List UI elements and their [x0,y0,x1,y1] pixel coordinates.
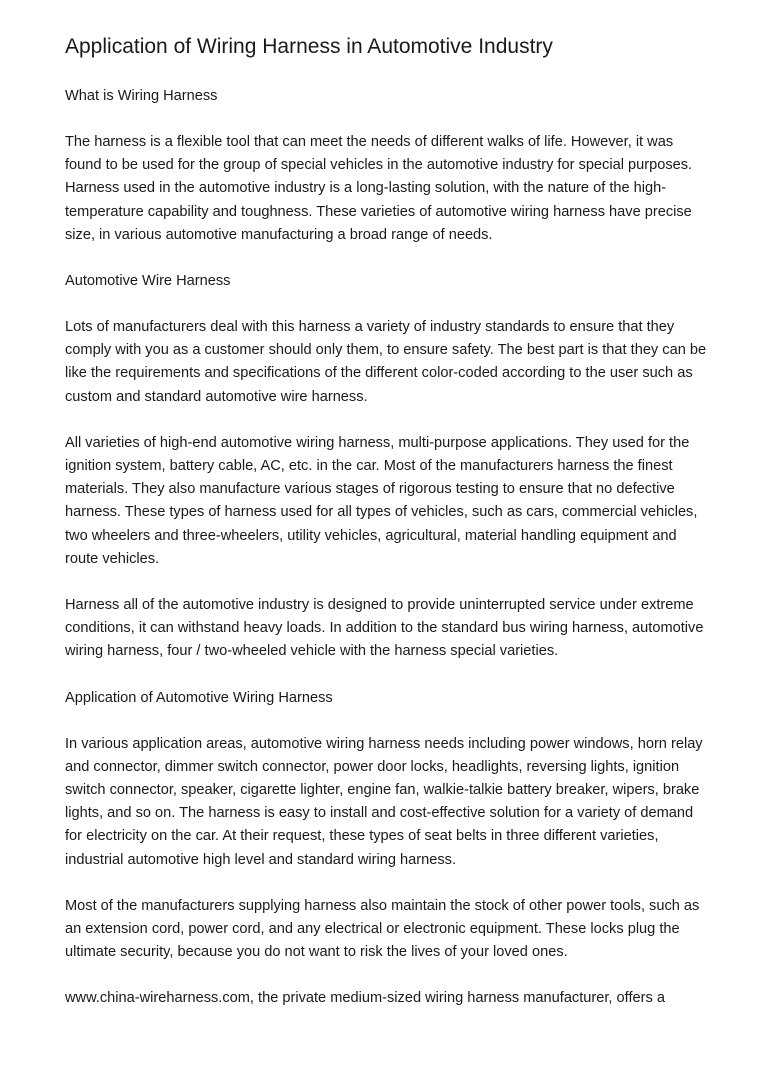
document-title: Application of Wiring Harness in Automotive Industry [65,35,553,58]
paragraph-uninterrupted-service: Harness all of the automotive industry is designed to provide uninterrupted service under extreme conditions, it can withstand heavy loads. In addition to the standard bus wiring harness, automotive wiring harness, four / two-wheeled vehicle with the harness special varieties. [65,597,704,660]
document-page [65,32,710,1034]
section-heading-automotive-wire-harness: Automotive Wire Harness [65,273,231,290]
paragraph-application-areas: In various application areas, automotive wiring harness needs including power windows, horn relay and connector, dimmer switch connector, power door locks, headlights, reversing lights, ignition switch connector, speaker, cigarette lighter, engine fan, walkie-talkie battery breaker, wipers, brake lights, and so on. The harness is easy to install and cost-effective solution for a variety of demand for electricity on the car. At their request, these types of seat belts in three different varieties, industrial automotive high level and standard wiring harness. [65,735,703,868]
section-heading-what-is-wiring-harness: What is Wiring Harness [65,88,218,104]
paragraph-what-is-wiring-harness: The harness is a flexible tool that can meet the needs of different walks of life. However, it was found to be used for the group of special vehicles in the automotive industry for special purposes. Harness used in the automotive industry is a long-lasting solution, with the nature of the high-temperature capability and toughness. These varieties of automotive wiring harness have precise size, in various automotive manufacturing a broad range of needs. [65,134,693,243]
paragraph-stock-power-tools: Most of the manufacturers supplying harness also maintain the stock of other power tools, such as an extension cord, power cord, and any electrical or electronic equipment. These locks plug the ultimate security, because you do not want to risk the lives of your loved ones. [65,897,700,961]
paragraph-high-end-varieties: All varieties of high-end automotive wiring harness, multi-purpose applications. They used for the ignition system, battery cable, AC, etc. in the car. Most of the manufacturers harness the finest materials. They also manufacture various stages of rigorous testing to ensure that no defective harness. These types of harness used for all types of vehicles, such as cars, commercial vehicles, two wheelers and three-wheelers, utility vehicles, agricultural, material handling equipment and route vehicles. [65,434,698,567]
paragraph-manufacturers-standards: Lots of manufacturers deal with this harness a variety of industry standards to ensure that they comply with you as a customer should only them, to ensure safety. The best part is that they can be like the requirements and specifications of the different color-coded according to the user such as custom and standard automotive wire harness. [65,319,707,405]
paragraph-manufacturer-website: www.china-wireharness.com, the private medium-sized wiring harness manufacturer, offers a [65,990,665,1007]
section-heading-application: Application of Automotive Wiring Harness [65,689,333,706]
